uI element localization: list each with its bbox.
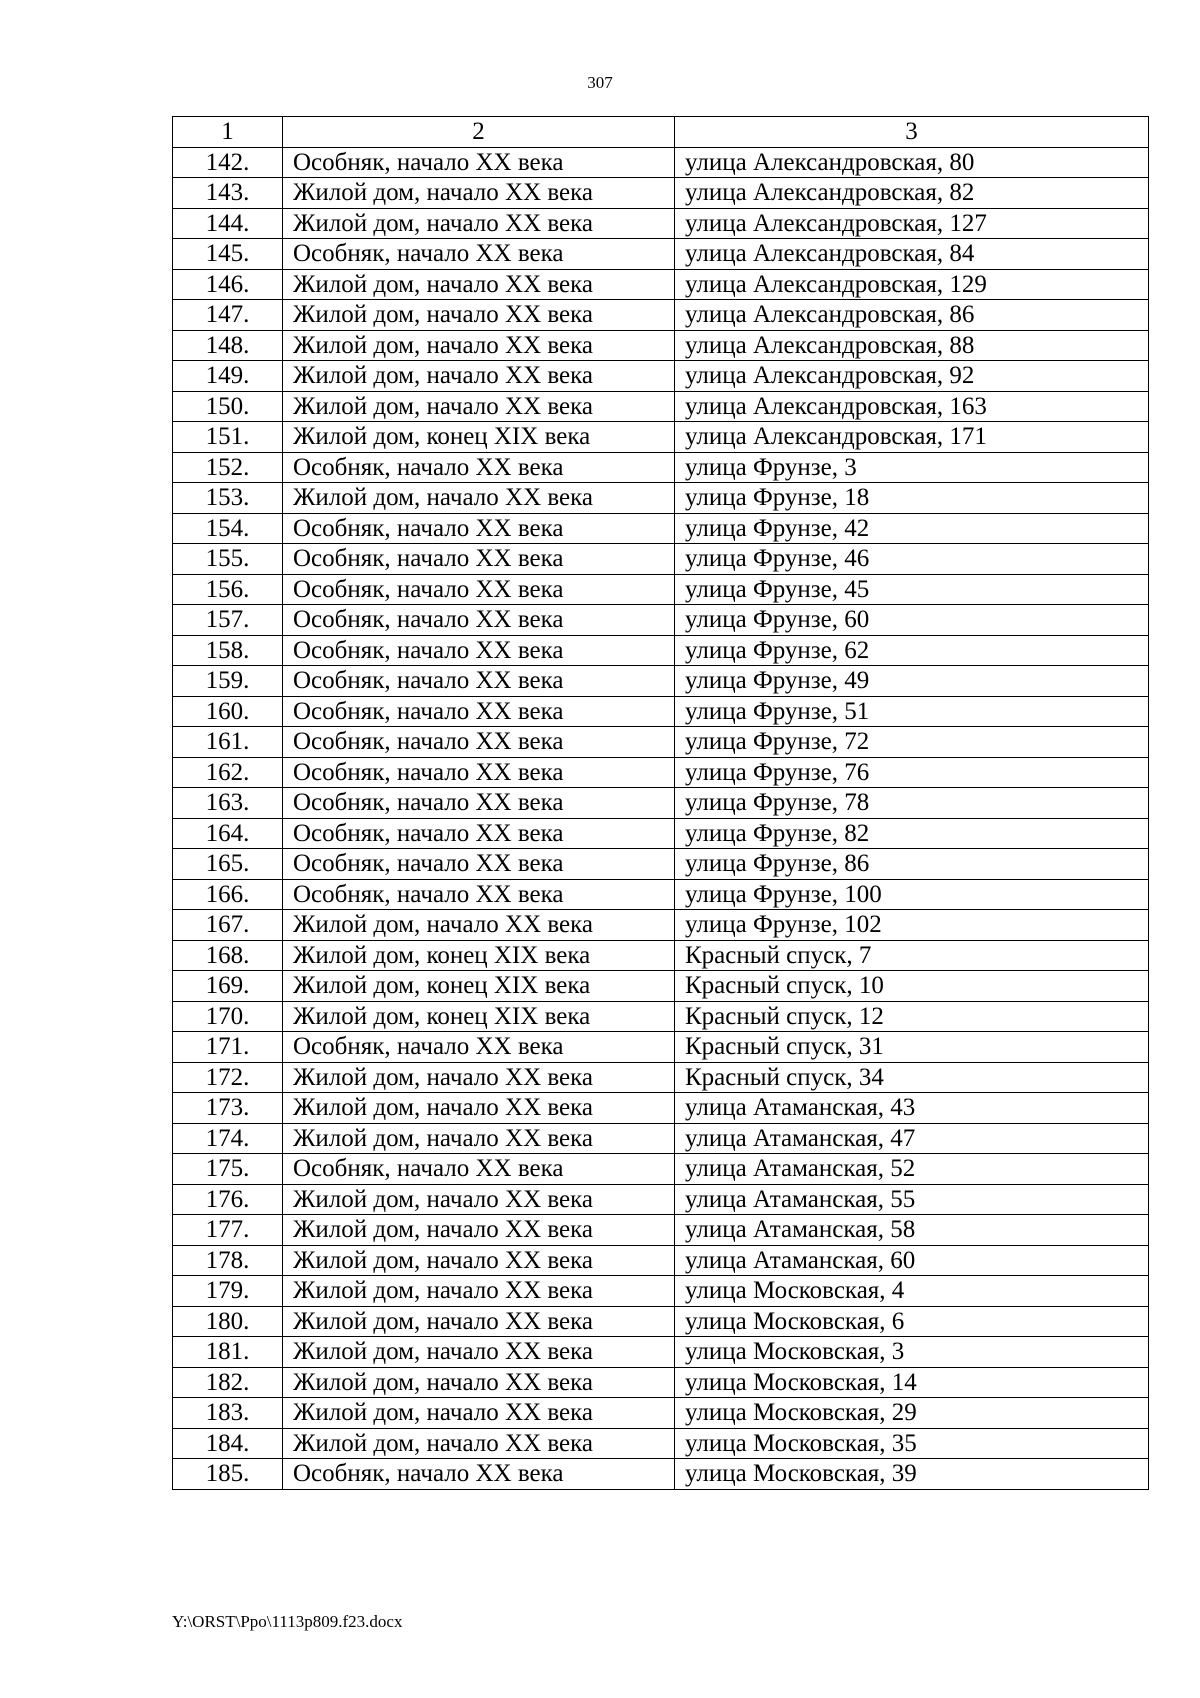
address-cell: улица Фрунзе, 82 — [675, 818, 1149, 849]
row-number-cell: 143. — [173, 178, 283, 209]
object-name-cell: Жилой дом, начало XX века — [283, 391, 675, 422]
object-name-cell: Жилой дом, начало XX века — [283, 1337, 675, 1368]
address-cell: Красный спуск, 31 — [675, 1032, 1149, 1063]
row-number-cell: 153. — [173, 483, 283, 514]
table-row — [173, 391, 1149, 422]
table-row — [173, 1123, 1149, 1154]
object-name-cell: Особняк, начало XX века — [283, 788, 675, 819]
row-number-cell: 184. — [173, 1428, 283, 1459]
object-name-cell: Особняк, начало XX века — [283, 727, 675, 758]
row-number-cell: 164. — [173, 818, 283, 849]
row-number-cell: 183. — [173, 1398, 283, 1429]
table-row — [173, 1428, 1149, 1459]
address-cell: улица Московская, 6 — [675, 1306, 1149, 1337]
table-row — [173, 1062, 1149, 1093]
object-name-cell: Жилой дом, начало XX века — [283, 330, 675, 361]
table-row — [173, 1367, 1149, 1398]
row-number-cell: 151. — [173, 422, 283, 453]
address-cell: улица Фрунзе, 3 — [675, 452, 1149, 483]
row-number-cell: 167. — [173, 910, 283, 941]
object-name-cell: Жилой дом, начало XX века — [283, 208, 675, 239]
table-row — [173, 757, 1149, 788]
object-name-cell: Особняк, начало XX века — [283, 879, 675, 910]
row-number-cell: 180. — [173, 1306, 283, 1337]
table-row — [173, 513, 1149, 544]
monuments-table — [172, 116, 1149, 1490]
row-number-cell: 142. — [173, 147, 283, 178]
table-row — [173, 940, 1149, 971]
table-row — [173, 1032, 1149, 1063]
table-row — [173, 849, 1149, 880]
address-cell: улица Московская, 14 — [675, 1367, 1149, 1398]
object-name-cell: Жилой дом, начало XX века — [283, 178, 675, 209]
row-number-cell: 172. — [173, 1062, 283, 1093]
address-cell: улица Александровская, 86 — [675, 300, 1149, 331]
table-row — [173, 300, 1149, 331]
object-name-cell: Жилой дом, начало XX века — [283, 1062, 675, 1093]
row-number-cell: 161. — [173, 727, 283, 758]
table-row — [173, 361, 1149, 392]
table-body — [173, 147, 1149, 1489]
row-number-cell: 158. — [173, 635, 283, 666]
row-number-cell: 152. — [173, 452, 283, 483]
address-cell: улица Фрунзе, 60 — [675, 605, 1149, 636]
table-row — [173, 1245, 1149, 1276]
table-row — [173, 635, 1149, 666]
row-number-cell: 174. — [173, 1123, 283, 1154]
row-number-cell: 160. — [173, 696, 283, 727]
address-cell: улица Московская, 29 — [675, 1398, 1149, 1429]
table-row — [173, 330, 1149, 361]
address-cell: улица Атаманская, 47 — [675, 1123, 1149, 1154]
table-row — [173, 178, 1149, 209]
row-number-cell: 162. — [173, 757, 283, 788]
address-cell: улица Атаманская, 58 — [675, 1215, 1149, 1246]
row-number-cell: 175. — [173, 1154, 283, 1185]
object-name-cell: Особняк, начало XX века — [283, 818, 675, 849]
address-cell: улица Александровская, 80 — [675, 147, 1149, 178]
table-row — [173, 971, 1149, 1002]
object-name-cell: Жилой дом, начало XX века — [283, 1428, 675, 1459]
address-cell: улица Московская, 39 — [675, 1459, 1149, 1490]
table-row — [173, 422, 1149, 453]
table-row — [173, 727, 1149, 758]
address-cell: улица Московская, 3 — [675, 1337, 1149, 1368]
row-number-cell: 181. — [173, 1337, 283, 1368]
address-cell: Красный спуск, 10 — [675, 971, 1149, 1002]
address-cell: улица Фрунзе, 86 — [675, 849, 1149, 880]
object-name-cell: Особняк, начало XX века — [283, 1154, 675, 1185]
table-row — [173, 544, 1149, 575]
object-name-cell: Жилой дом, начало XX века — [283, 483, 675, 514]
table-row — [173, 818, 1149, 849]
address-cell: улица Фрунзе, 102 — [675, 910, 1149, 941]
page-number: 307 — [587, 73, 613, 92]
table-row — [173, 666, 1149, 697]
row-number-cell: 144. — [173, 208, 283, 239]
row-number-cell: 148. — [173, 330, 283, 361]
row-number-cell: 165. — [173, 849, 283, 880]
address-cell: улица Фрунзе, 46 — [675, 544, 1149, 575]
object-name-cell: Жилой дом, начало XX века — [283, 1123, 675, 1154]
address-cell: улица Александровская, 163 — [675, 391, 1149, 422]
row-number-cell: 147. — [173, 300, 283, 331]
object-name-cell: Жилой дом, начало XX века — [283, 1215, 675, 1246]
address-cell: улица Александровская, 84 — [675, 239, 1149, 270]
row-number-cell: 176. — [173, 1184, 283, 1215]
address-cell: улица Московская, 4 — [675, 1276, 1149, 1307]
row-number-cell: 177. — [173, 1215, 283, 1246]
table-row — [173, 1459, 1149, 1490]
address-cell: Красный спуск, 34 — [675, 1062, 1149, 1093]
table-row — [173, 788, 1149, 819]
object-name-cell: Жилой дом, начало XX века — [283, 300, 675, 331]
address-cell: улица Атаманская, 43 — [675, 1093, 1149, 1124]
object-name-cell: Жилой дом, начало XX века — [283, 1245, 675, 1276]
object-name-cell: Жилой дом, начало XX века — [283, 361, 675, 392]
object-name-cell: Жилой дом, начало XX века — [283, 1184, 675, 1215]
table-row — [173, 483, 1149, 514]
table-row — [173, 269, 1149, 300]
object-name-cell: Жилой дом, конец XIX века — [283, 1001, 675, 1032]
address-cell: улица Московская, 35 — [675, 1428, 1149, 1459]
row-number-cell: 146. — [173, 269, 283, 300]
row-number-cell: 150. — [173, 391, 283, 422]
table-row — [173, 1184, 1149, 1215]
object-name-cell: Особняк, начало XX века — [283, 239, 675, 270]
table-row — [173, 605, 1149, 636]
address-cell: улица Фрунзе, 62 — [675, 635, 1149, 666]
address-cell: улица Александровская, 82 — [675, 178, 1149, 209]
column-header: 3 — [675, 117, 1149, 148]
table-row — [173, 452, 1149, 483]
table-row — [173, 1154, 1149, 1185]
row-number-cell: 145. — [173, 239, 283, 270]
object-name-cell: Жилой дом, начало XX века — [283, 1093, 675, 1124]
address-cell: улица Фрунзе, 72 — [675, 727, 1149, 758]
address-cell: улица Фрунзе, 49 — [675, 666, 1149, 697]
object-name-cell: Особняк, начало XX века — [283, 1459, 675, 1490]
row-number-cell: 179. — [173, 1276, 283, 1307]
object-name-cell: Особняк, начало XX века — [283, 757, 675, 788]
table-row — [173, 1306, 1149, 1337]
row-number-cell: 168. — [173, 940, 283, 971]
row-number-cell: 170. — [173, 1001, 283, 1032]
table-row — [173, 1276, 1149, 1307]
address-cell: улица Фрунзе, 42 — [675, 513, 1149, 544]
table-row — [173, 574, 1149, 605]
row-number-cell: 159. — [173, 666, 283, 697]
object-name-cell: Жилой дом, начало XX века — [283, 910, 675, 941]
object-name-cell: Особняк, начало XX века — [283, 574, 675, 605]
row-number-cell: 169. — [173, 971, 283, 1002]
object-name-cell: Жилой дом, конец XIX века — [283, 422, 675, 453]
address-cell: улица Атаманская, 60 — [675, 1245, 1149, 1276]
object-name-cell: Особняк, начало XX века — [283, 544, 675, 575]
row-number-cell: 154. — [173, 513, 283, 544]
address-cell: улица Александровская, 92 — [675, 361, 1149, 392]
object-name-cell: Жилой дом, конец XIX века — [283, 940, 675, 971]
object-name-cell: Особняк, начало XX века — [283, 849, 675, 880]
row-number-cell: 156. — [173, 574, 283, 605]
object-name-cell: Особняк, начало XX века — [283, 666, 675, 697]
address-cell: улица Александровская, 171 — [675, 422, 1149, 453]
table-row — [173, 147, 1149, 178]
row-number-cell: 171. — [173, 1032, 283, 1063]
row-number-cell: 155. — [173, 544, 283, 575]
row-number-cell: 163. — [173, 788, 283, 819]
table-row — [173, 1337, 1149, 1368]
table-row — [173, 239, 1149, 270]
object-name-cell: Жилой дом, начало XX века — [283, 1276, 675, 1307]
row-number-cell: 173. — [173, 1093, 283, 1124]
address-cell: улица Александровская, 127 — [675, 208, 1149, 239]
object-name-cell: Особняк, начало XX века — [283, 696, 675, 727]
row-number-cell: 185. — [173, 1459, 283, 1490]
column-header: 1 — [173, 117, 283, 148]
address-cell: Красный спуск, 7 — [675, 940, 1149, 971]
address-cell: улица Александровская, 129 — [675, 269, 1149, 300]
address-cell: улица Фрунзе, 100 — [675, 879, 1149, 910]
object-name-cell: Особняк, начало XX века — [283, 513, 675, 544]
object-name-cell: Особняк, начало XX века — [283, 1032, 675, 1063]
object-name-cell: Жилой дом, начало XX века — [283, 269, 675, 300]
row-number-cell: 166. — [173, 879, 283, 910]
object-name-cell: Особняк, начало XX века — [283, 635, 675, 666]
address-cell: улица Александровская, 88 — [675, 330, 1149, 361]
table-row — [173, 1398, 1149, 1429]
object-name-cell: Жилой дом, начало XX века — [283, 1306, 675, 1337]
table-row — [173, 696, 1149, 727]
column-header: 2 — [283, 117, 675, 148]
footer-file-path: Y:\ORST\Ppo\1113p809.f23.docx — [172, 1612, 403, 1631]
object-name-cell: Жилой дом, начало XX века — [283, 1398, 675, 1429]
table-row — [173, 879, 1149, 910]
row-number-cell: 157. — [173, 605, 283, 636]
table-header-row — [173, 117, 1149, 148]
address-cell: Красный спуск, 12 — [675, 1001, 1149, 1032]
address-cell: улица Фрунзе, 45 — [675, 574, 1149, 605]
address-cell: улица Атаманская, 55 — [675, 1184, 1149, 1215]
table-row — [173, 1215, 1149, 1246]
row-number-cell: 178. — [173, 1245, 283, 1276]
row-number-cell: 149. — [173, 361, 283, 392]
table-row — [173, 208, 1149, 239]
object-name-cell: Жилой дом, начало XX века — [283, 1367, 675, 1398]
table-row — [173, 910, 1149, 941]
address-cell: улица Фрунзе, 18 — [675, 483, 1149, 514]
object-name-cell: Жилой дом, конец XIX века — [283, 971, 675, 1002]
row-number-cell: 182. — [173, 1367, 283, 1398]
object-name-cell: Особняк, начало XX века — [283, 605, 675, 636]
address-cell: улица Фрунзе, 78 — [675, 788, 1149, 819]
address-cell: улица Фрунзе, 76 — [675, 757, 1149, 788]
table-row — [173, 1093, 1149, 1124]
address-cell: улица Фрунзе, 51 — [675, 696, 1149, 727]
address-cell: улица Атаманская, 52 — [675, 1154, 1149, 1185]
table-row — [173, 1001, 1149, 1032]
object-name-cell: Особняк, начало XX века — [283, 452, 675, 483]
object-name-cell: Особняк, начало XX века — [283, 147, 675, 178]
